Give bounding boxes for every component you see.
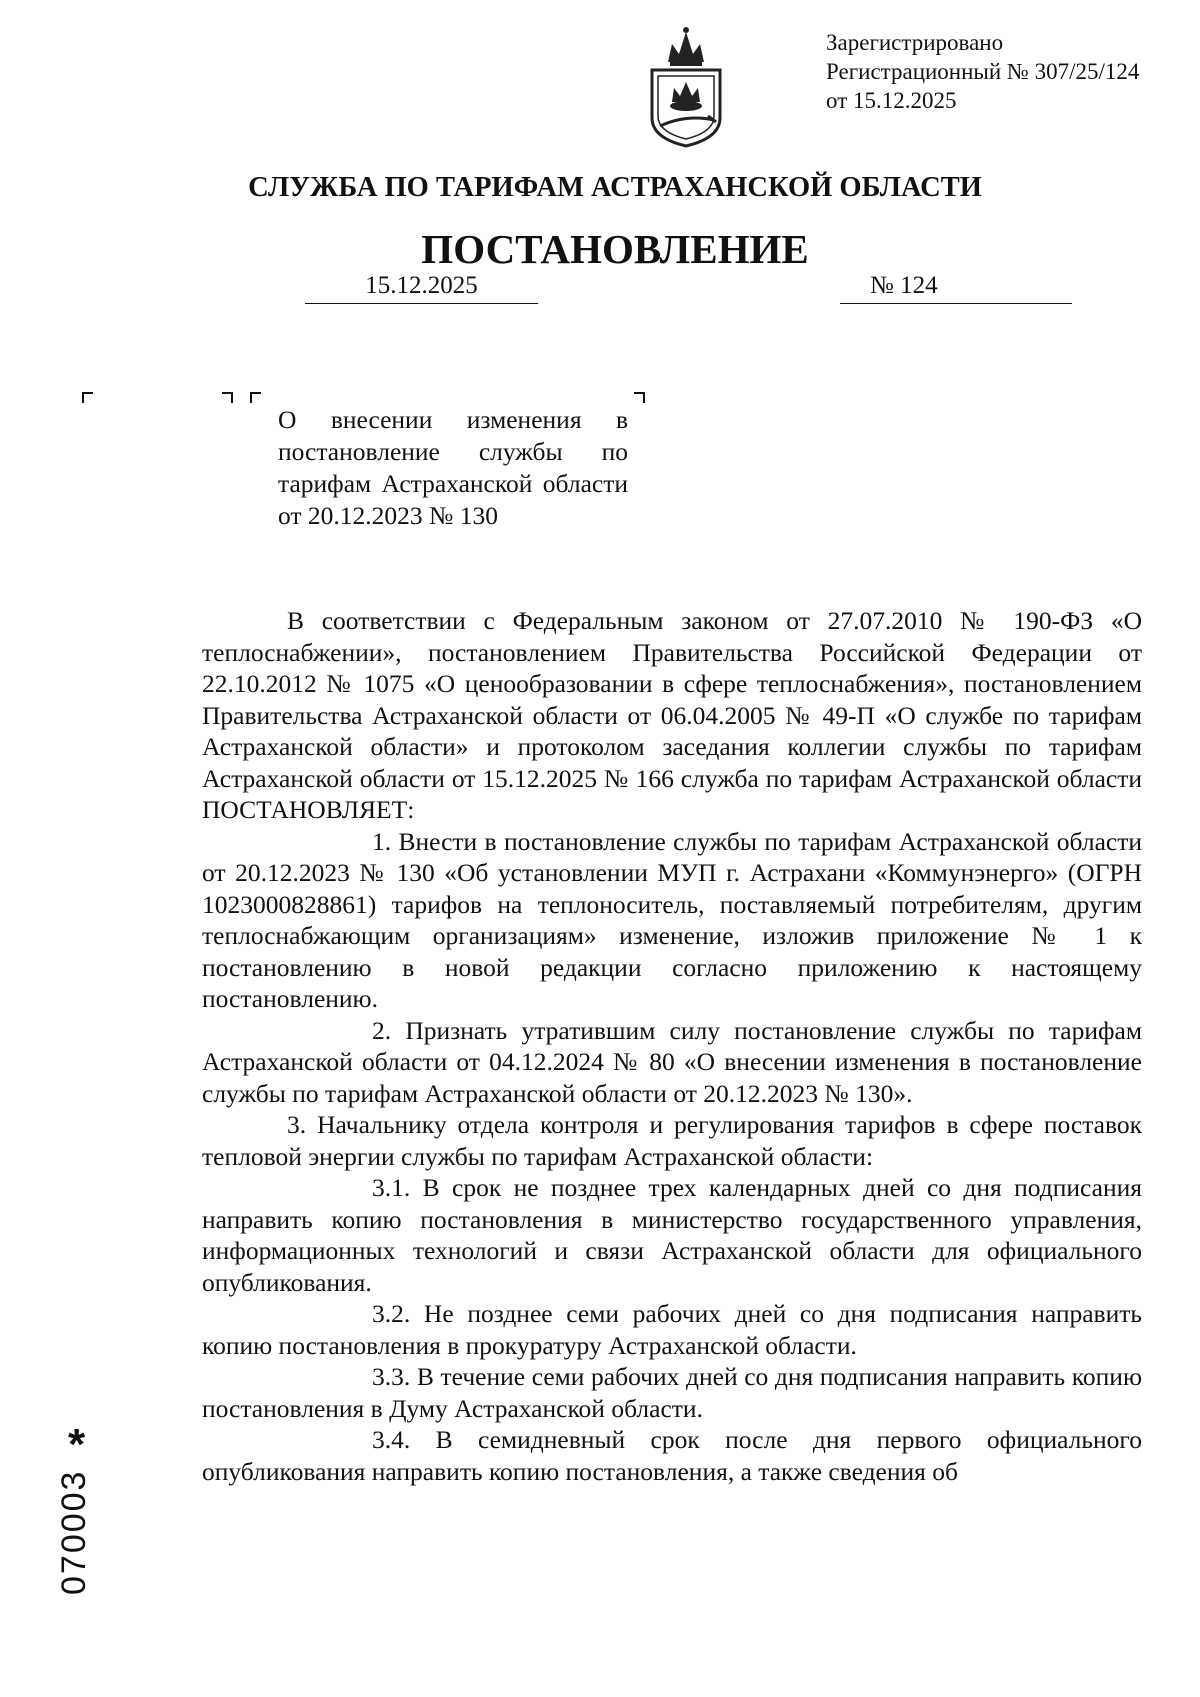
document-number-field [840,272,1072,304]
preamble-paragraph: В соответствии с Федеральным законом от 27.07.2010 № 190-ФЗ «О теплоснабжении», постановлением Правительства Российской Федерации от 22.10.2012 № 1075 «О ценообразовании в сфере теплоснабжения», постановлением Правительства Астраханской области от 06.04.2005 № 49-П «О службе по тарифам Астраханской области» и протоколом заседания коллегии службы по тарифам Астраханской области от 15.12.2025 № 166 служба по тарифам Астраханской области ПОСТАНОВЛЯЕТ: [202,606,1142,824]
corner-mark-icon [250,392,261,403]
item-text: В течение семи рабочих дней со дня подписания направить копию постановления в Думу Астраханской области. [202,1362,1142,1423]
item-text: В срок не позднее трех календарных дней со дня подписания направить копию постановления в министерство государственного управления, информационных технологий и связи Астраханской области для официального опубликования. [202,1173,1143,1297]
margin-document-code: 070003 [55,1469,93,1595]
item-text: Начальнику отдела контроля и регулирования тарифов в сфере поставок тепловой энергии службы по тарифам Астраханской области: [202,1110,1142,1171]
item-number: 3.1. [372,1173,411,1202]
registration-date: от 15.12.2025 [826,88,957,113]
corner-mark-icon [634,392,645,403]
body-item [202,1109,1142,1172]
registration-number: Регистрационный № 307/25/124 [826,59,1140,84]
document-number: № 124 [870,272,938,299]
body-item [202,826,1142,1015]
corner-mark-icon [82,392,93,403]
body-item [202,1298,1142,1361]
item-number: 3.4. [372,1425,411,1454]
item-number: 3.3. [372,1362,411,1391]
document-date: 15.12.2025 [305,272,538,304]
coat-of-arms-icon [646,22,726,148]
organization-title: СЛУЖБА ПО ТАРИФАМ АСТРАХАНСКОЙ ОБЛАСТИ [248,172,982,203]
item-text: Не позднее семи рабочих дней со дня подписания направить копию постановления в прокуратуру Астраханской области. [202,1299,1143,1360]
item-number: 3.2. [372,1299,411,1328]
item-text: Внести в постановление службы по тарифам Астраханской области от 20.12.2023 № 130 «Об установлении МУП г. Астрахани «Коммунэнерго» (ОГРН 1023000828861) тарифов на теплоноситель, поставляемый потребителям, другим теплоснабжающим организациям» изменение, изложив приложение № 1 к постановлению в новой редакции согласно приложению к настоящему постановлению. [202,826,1143,1013]
body-item [202,1361,1142,1424]
item-number: 3. [287,1110,307,1139]
item-number: 2. [372,1015,392,1045]
body-item [202,1172,1142,1298]
document-type-title: ПОСТАНОВЛЕНИЕ [421,226,809,272]
item-number: 1. [372,826,392,856]
document-subject: О внесении изменения в постановление службы по тарифам Астраханской области от 20.12.2023 № 130 [278,405,628,530]
corner-mark-icon [222,392,233,403]
body-item [202,1015,1142,1110]
margin-star-mark: * [68,1420,86,1469]
body-item [202,1424,1142,1487]
item-text: В семидневный срок после дня первого официального опубликования направить копию постановления, а также сведения об [202,1425,1143,1486]
registration-status: Зарегистрировано [826,30,1004,55]
registration-stamp [826,28,1139,115]
item-text: Признать утратившим силу постановление службы по тарифам Астраханской области от 04.12.2024 № 80 «О внесении изменения в постановление службы по тарифам Астраханской области от 20.12.2023 № 130». [202,1015,1142,1108]
document-body [202,605,1142,1487]
